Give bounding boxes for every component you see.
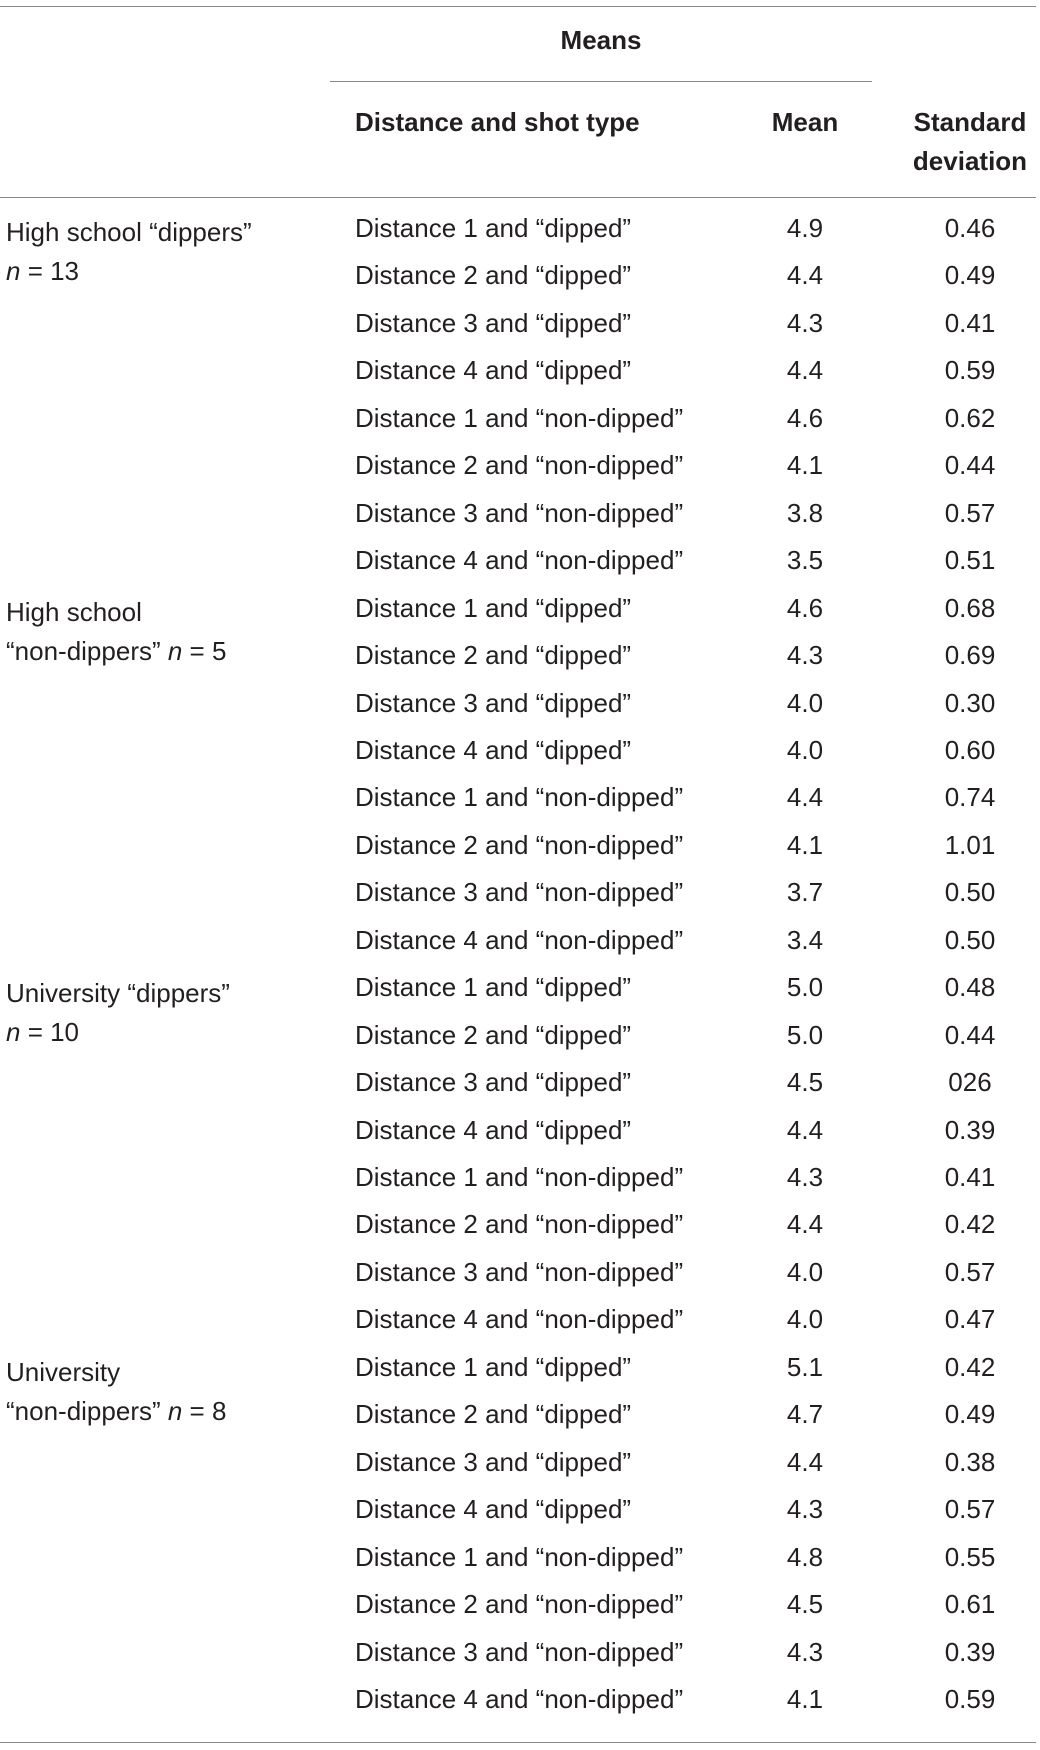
mean-cell: 5.1 xyxy=(786,1351,824,1382)
mean-cell: 4.1 xyxy=(786,829,824,860)
group-label-line: University “dippers” xyxy=(6,978,230,1008)
sd-cell: 0.39 xyxy=(944,1114,996,1145)
table-row xyxy=(0,1486,1040,1533)
table-row xyxy=(0,252,1040,299)
table-row xyxy=(0,1676,1040,1723)
mean-cell: 3.8 xyxy=(786,497,824,528)
distance-shot-cell: Distance 4 and “dipped” xyxy=(355,1114,632,1145)
mean-cell: 4.3 xyxy=(786,640,824,671)
table-row xyxy=(0,1534,1040,1581)
mean-cell: 4.6 xyxy=(786,592,824,623)
header-bottom-rule xyxy=(0,197,1036,198)
sd-column-header-line2: deviation xyxy=(912,146,1028,176)
mean-cell: 4.4 xyxy=(786,355,824,386)
distance-shot-cell: Distance 1 and “dipped” xyxy=(355,1351,632,1382)
table-row xyxy=(0,822,1040,869)
distance-shot-cell: Distance 3 and “non-dipped” xyxy=(355,497,684,528)
table-row xyxy=(0,917,1040,964)
table-row xyxy=(0,1296,1040,1343)
mean-cell: 4.5 xyxy=(786,1589,824,1620)
mean-cell: 4.0 xyxy=(786,734,824,765)
sd-cell: 0.62 xyxy=(944,402,996,433)
sd-cell: 0.51 xyxy=(944,545,996,576)
mean-cell: 4.5 xyxy=(786,1067,824,1098)
n-symbol: n xyxy=(167,1396,183,1426)
sd-cell: 0.48 xyxy=(944,972,996,1003)
sd-cell: 0.61 xyxy=(944,1589,996,1620)
sd-cell: 0.59 xyxy=(944,1683,996,1714)
table-row xyxy=(0,964,1040,1011)
sd-cell: 0.30 xyxy=(944,687,996,718)
distance-shot-cell: Distance 1 and “non-dipped” xyxy=(355,402,684,433)
distance-shot-cell: Distance 1 and “non-dipped” xyxy=(355,1162,684,1192)
table-row xyxy=(0,1344,1040,1391)
sd-column-header-line1: Standard xyxy=(913,107,1027,137)
table-row xyxy=(0,490,1040,537)
sd-cell: 0.44 xyxy=(944,450,996,481)
sd-cell: 0.50 xyxy=(944,877,996,908)
table-row xyxy=(0,632,1040,679)
sd-cell: 0.41 xyxy=(944,1162,996,1192)
table-row xyxy=(0,869,1040,916)
distance-shot-cell: Distance 1 and “dipped” xyxy=(355,592,632,623)
top-rule xyxy=(0,6,1036,7)
group-label-line2: “non-dippers” xyxy=(6,1396,168,1426)
table-row xyxy=(0,1059,1040,1106)
table-row xyxy=(0,1012,1040,1059)
sd-cell: 0.46 xyxy=(944,213,996,243)
distance-shot-cell: Distance 4 and “non-dipped” xyxy=(355,545,684,576)
sd-cell: 0.38 xyxy=(944,1446,996,1477)
sd-cell: 0.50 xyxy=(944,924,996,955)
table-row xyxy=(0,1581,1040,1628)
mean-cell: 4.9 xyxy=(786,213,824,243)
sd-cell: 0.68 xyxy=(944,592,996,623)
mean-cell: 4.4 xyxy=(786,1114,824,1145)
mean-cell: 5.0 xyxy=(786,972,824,1003)
distance-shot-cell: Distance 2 and “dipped” xyxy=(355,260,632,291)
distance-shot-cell: Distance 4 and “dipped” xyxy=(355,1494,632,1525)
distance-shot-cell: Distance 3 and “dipped” xyxy=(355,1446,632,1477)
distance-shot-cell: Distance 1 and “dipped” xyxy=(355,213,632,243)
group-label-line: High school xyxy=(6,597,142,627)
distance-shot-cell: Distance 3 and “dipped” xyxy=(355,307,632,338)
distance-shot-cell: Distance 3 and “non-dipped” xyxy=(355,1256,684,1287)
means-underline xyxy=(330,81,872,82)
table-row xyxy=(0,442,1040,489)
distance-shot-cell: Distance 2 and “dipped” xyxy=(355,1019,632,1050)
distance-shot-cell: Distance 2 and “dipped” xyxy=(355,1399,632,1430)
mean-cell: 4.3 xyxy=(786,307,824,338)
mean-cell: 4.4 xyxy=(786,782,824,813)
group-label-line: High school “dippers” xyxy=(6,217,252,247)
sd-cell: 0.57 xyxy=(944,1256,996,1287)
mean-cell: 3.5 xyxy=(786,545,824,576)
distance-shot-cell: Distance 3 and “non-dipped” xyxy=(355,877,684,908)
n-value: = 5 xyxy=(182,636,227,666)
mean-cell: 4.4 xyxy=(786,260,824,291)
n-symbol: n xyxy=(167,636,183,666)
mean-column-header: Mean xyxy=(771,107,839,137)
n-symbol: n xyxy=(6,256,21,286)
mean-cell: 4.3 xyxy=(786,1636,824,1667)
n-value: = 10 xyxy=(20,1017,80,1047)
table-row xyxy=(0,1249,1040,1296)
table-row xyxy=(0,774,1040,821)
mean-cell: 4.6 xyxy=(786,402,824,433)
distance-shot-cell: Distance 1 and “non-dipped” xyxy=(355,782,684,813)
distance-shot-cell: Distance 2 and “non-dipped” xyxy=(355,1209,684,1240)
mean-cell: 4.7 xyxy=(786,1399,824,1430)
table-row xyxy=(0,300,1040,347)
table-row xyxy=(0,727,1040,774)
mean-cell: 4.8 xyxy=(786,1541,824,1572)
n-symbol: n xyxy=(6,1017,21,1047)
table-row xyxy=(0,1391,1040,1438)
sd-cell: 0.42 xyxy=(944,1351,996,1382)
sd-cell: 0.55 xyxy=(944,1541,996,1572)
distance-shot-cell: Distance 2 and “non-dipped” xyxy=(355,829,684,860)
distance-shot-cell: Distance 4 and “dipped” xyxy=(355,355,632,386)
sd-cell: 0.69 xyxy=(944,640,996,671)
sd-cell: 0.42 xyxy=(944,1209,996,1240)
mean-cell: 3.7 xyxy=(786,877,824,908)
distance-shot-cell: Distance 3 and “dipped” xyxy=(355,687,632,718)
mean-cell: 4.3 xyxy=(786,1494,824,1525)
sd-cell: 0.60 xyxy=(944,734,996,765)
distance-shot-cell: Distance 1 and “non-dipped” xyxy=(355,1541,684,1572)
table-row xyxy=(0,680,1040,727)
sd-cell: 1.01 xyxy=(944,829,996,860)
table-row xyxy=(0,395,1040,442)
sd-cell: 0.49 xyxy=(944,1399,996,1430)
table-row xyxy=(0,1629,1040,1676)
sd-cell: 0.47 xyxy=(944,1304,996,1335)
mean-cell: 4.3 xyxy=(786,1162,824,1192)
table-row xyxy=(0,347,1040,394)
distance-shot-cell: Distance 3 and “dipped” xyxy=(355,1067,632,1098)
table-row xyxy=(0,1154,1040,1201)
table-row xyxy=(0,1201,1040,1248)
distance-shot-cell: Distance 3 and “non-dipped” xyxy=(355,1636,684,1667)
mean-cell: 4.0 xyxy=(786,687,824,718)
mean-cell: 4.4 xyxy=(786,1209,824,1240)
distance-shot-cell: Distance 2 and “dipped” xyxy=(355,640,632,671)
distance-shot-cell: Distance 2 and “non-dipped” xyxy=(355,450,684,481)
distance-shot-cell: Distance 4 and “non-dipped” xyxy=(355,1683,684,1714)
sd-cell: 0.74 xyxy=(944,782,996,813)
mean-cell: 4.0 xyxy=(786,1304,824,1335)
sd-cell: 026 xyxy=(948,1067,992,1098)
mean-cell: 4.1 xyxy=(786,450,824,481)
distance-shot-cell: Distance 1 and “dipped” xyxy=(355,972,632,1003)
sd-cell: 0.57 xyxy=(944,497,996,528)
table-row xyxy=(0,537,1040,584)
mean-cell: 5.0 xyxy=(786,1019,824,1050)
table-row xyxy=(0,1439,1040,1486)
sd-cell: 0.59 xyxy=(944,355,996,386)
mean-cell: 3.4 xyxy=(786,924,824,955)
distance-shot-cell: Distance 4 and “dipped” xyxy=(355,734,632,765)
distance-shot-cell: Distance 2 and “non-dipped” xyxy=(355,1589,684,1620)
bottom-rule xyxy=(0,1742,1036,1743)
sd-cell: 0.57 xyxy=(944,1494,996,1525)
table-row xyxy=(0,1107,1040,1154)
distance-column-header: Distance and shot type xyxy=(355,107,640,137)
table-row xyxy=(0,585,1040,632)
n-value: = 13 xyxy=(20,256,80,286)
sd-cell: 0.41 xyxy=(944,307,996,338)
mean-cell: 4.0 xyxy=(786,1256,824,1287)
mean-cell: 4.4 xyxy=(786,1446,824,1477)
distance-shot-cell: Distance 4 and “non-dipped” xyxy=(355,924,684,955)
table-row xyxy=(0,205,1040,252)
group-label-line: University xyxy=(6,1357,121,1387)
distance-shot-cell: Distance 4 and “non-dipped” xyxy=(355,1304,684,1335)
sd-cell: 0.49 xyxy=(944,260,996,291)
mean-cell: 4.1 xyxy=(786,1683,824,1714)
sd-cell: 0.39 xyxy=(944,1636,996,1667)
n-value: = 8 xyxy=(182,1396,227,1426)
group-label-line2: “non-dippers” xyxy=(6,636,168,666)
means-header: Means xyxy=(560,25,642,55)
sd-cell: 0.44 xyxy=(944,1019,996,1050)
